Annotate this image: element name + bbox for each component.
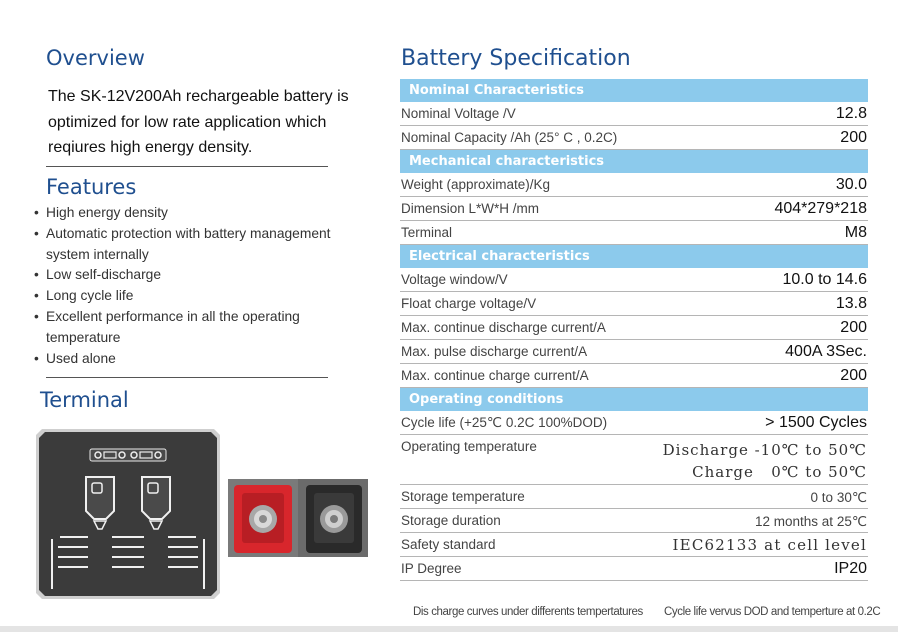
spec-row: [400, 268, 868, 292]
divider: [46, 166, 328, 167]
spec-label: Safety standard: [401, 537, 496, 552]
spec-row: [400, 292, 868, 316]
spec-label: Cycle life (+25℃ 0.2C 100%DOD): [401, 415, 608, 430]
spec-value: 200: [840, 367, 867, 384]
spec-label: Voltage window/V: [401, 272, 508, 287]
spec-label: Nominal Voltage /V: [401, 106, 516, 121]
feature-item: • High energy density: [34, 203, 334, 224]
spec-row: [400, 197, 868, 221]
terminal-title: Terminal: [40, 388, 129, 412]
spec-value: 30.0: [835, 176, 867, 193]
spec-table: [400, 79, 868, 581]
spec-label: Max. continue charge current/A: [401, 368, 589, 383]
overview-title: Overview: [46, 46, 145, 70]
spec-label: Operating temperature: [401, 439, 537, 454]
spec-row: [400, 485, 868, 509]
spec-value: 13.8: [835, 295, 867, 312]
overview-text: The SK-12V200Ah rechargeable battery is optimized for low rate application which reqiures high energy density.: [48, 88, 349, 156]
bottom-band: [0, 626, 898, 632]
spec-value: 200: [840, 319, 867, 336]
spec-row: [400, 557, 868, 581]
spec-value: 200: [840, 129, 867, 146]
features-title: Features: [46, 175, 137, 199]
spec-row: [400, 102, 868, 126]
spec-row: [400, 435, 868, 485]
spec-label: Storage temperature: [401, 489, 525, 504]
spec-row: [400, 411, 868, 435]
feature-item: • Used alone: [34, 349, 334, 370]
cycle-life-caption: Cycle life vervus DOD and temperture at 0.2C: [664, 606, 881, 618]
spec-label: IP Degree: [401, 561, 462, 576]
spec-label: Weight (approximate)/Kg: [401, 177, 551, 192]
spec-row: [400, 340, 868, 364]
divider: [46, 377, 328, 378]
discharge-range: Discharge -10℃ to 50℃: [662, 441, 867, 459]
terminal-posts-image: [228, 479, 368, 557]
spec-label: Float charge voltage/V: [401, 296, 537, 311]
feature-item: • Automatic protection with battery management system internally: [34, 224, 334, 266]
spec-value: 12.8: [835, 105, 867, 122]
spec-label: Max. pulse discharge current/A: [401, 344, 588, 359]
spec-value: 404*279*218: [774, 200, 867, 217]
feature-item: • Low self-discharge: [34, 265, 334, 286]
battery-top-view-image: [36, 429, 220, 599]
spec-label: Dimension L*W*H /mm: [401, 201, 540, 216]
spec-value: > 1500 Cycles: [765, 414, 867, 431]
spec-row: [400, 126, 868, 150]
spec-row: [400, 533, 868, 557]
spec-row: [400, 173, 868, 197]
spec-value: 400A 3Sec.: [785, 343, 867, 360]
spec-label: Storage duration: [401, 513, 501, 528]
spec-row: [400, 316, 868, 340]
spec-value: IEC62133 at cell level: [672, 536, 867, 554]
features-list: [34, 203, 334, 369]
spec-value: IP20: [834, 560, 867, 577]
charge-range: Charge 0℃ to 50℃: [692, 463, 867, 481]
spec-label: Nominal Capacity /Ah (25° C , 0.2C): [401, 130, 618, 145]
section-header: Mechanical characteristics: [400, 150, 868, 173]
feature-item: • Excellent performance in all the operating temperature: [34, 307, 334, 349]
spec-value: 10.0 to 14.6: [782, 271, 867, 288]
spec-title: Battery Specification: [401, 46, 631, 71]
section-header: Operating conditions: [400, 388, 868, 411]
spec-value: 0 to 30℃: [810, 490, 867, 505]
spec-value: 12 months at 25℃: [755, 514, 867, 529]
discharge-curves-caption: Dis charge curves under differents tempertatures: [413, 606, 643, 618]
spec-row: [400, 221, 868, 245]
feature-item: • Long cycle life: [34, 286, 334, 307]
spec-value: [663, 439, 867, 483]
spec-label: Max. continue discharge current/A: [401, 320, 606, 335]
spec-label: Terminal: [401, 225, 453, 240]
spec-row: [400, 509, 868, 533]
spec-row: [400, 364, 868, 388]
section-header: Electrical characteristics: [400, 245, 868, 268]
spec-value: M8: [844, 224, 867, 241]
section-header: Nominal Characteristics: [400, 79, 868, 102]
